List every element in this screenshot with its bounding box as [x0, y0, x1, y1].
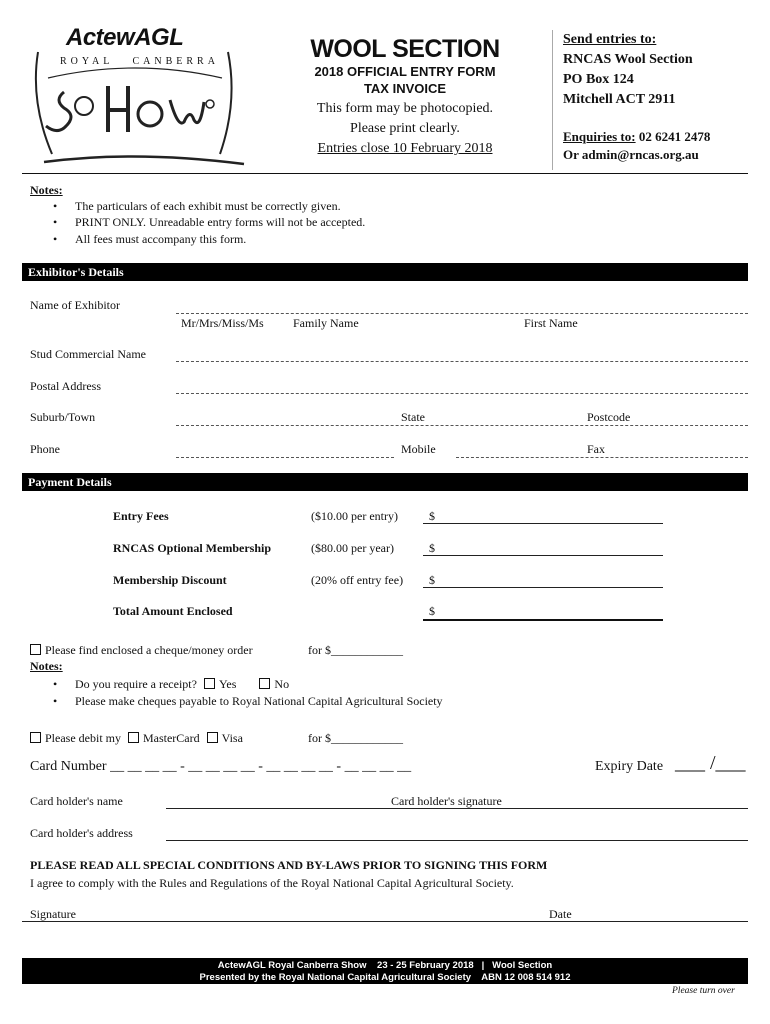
logo	[24, 22, 246, 168]
notes-label: Notes:	[30, 183, 63, 197]
debit-amount[interactable]: for $____________	[308, 731, 403, 745]
debit-line	[30, 731, 243, 746]
visa-checkbox[interactable]	[207, 732, 218, 743]
payment-row-label: Entry Fees	[113, 509, 169, 523]
form-subheading-invoice: TAX INVOICE	[363, 81, 447, 96]
family-name-hint: Family Name	[293, 316, 359, 330]
agreement-text: I agree to comply with the Rules and Regulations of the Royal National Capital Agricultural Society.	[30, 876, 514, 890]
footer-bar	[22, 958, 748, 984]
payment-row-currency: $	[429, 509, 435, 523]
cheque-checkbox[interactable]	[30, 644, 41, 655]
debit-checkbox[interactable]	[30, 732, 41, 743]
enquiries-line	[563, 128, 763, 146]
note-item: • All fees must accompany this form.	[75, 232, 246, 247]
expiry-date-field[interactable]: ___ /___	[675, 752, 746, 774]
payment-row-note: ($80.00 per year)	[311, 541, 394, 555]
payment-notes-label: Notes:	[30, 659, 63, 673]
mastercard-label: MasterCard	[142, 731, 200, 745]
state-label: State	[401, 410, 425, 424]
suburb-label: Suburb/Town	[30, 410, 96, 424]
postal-address-field[interactable]	[176, 393, 748, 394]
send-entries-label: Send entries to:	[563, 32, 657, 47]
debit-label: Please debit my	[45, 731, 121, 745]
receipt-question-text: Do you require a receipt?	[75, 677, 197, 691]
entries-close-note: Entries close 10 February 2018	[317, 141, 493, 156]
photocopy-note: This form may be photocopied.	[316, 101, 494, 116]
receipt-question	[75, 677, 289, 692]
payment-row-currency: $	[429, 573, 435, 587]
membership-amount-field[interactable]	[423, 555, 663, 556]
contact-block	[563, 30, 763, 164]
payment-row-label: Membership Discount	[113, 573, 227, 587]
card-holder-name-label: Card holder's name	[30, 794, 123, 808]
address-line: PO Box 124	[563, 72, 634, 87]
signature-label: Signature	[30, 907, 76, 921]
conditions-heading: PLEASE READ ALL SPECIAL CONDITIONS AND BY-LAWS PRIOR TO SIGNING THIS FORM	[30, 858, 548, 872]
payment-section-bar: Payment Details	[22, 473, 748, 491]
print-clearly-note: Please print clearly.	[350, 121, 460, 136]
stud-commercial-name-field[interactable]	[176, 361, 748, 362]
cheque-amount[interactable]: for $____________	[308, 643, 403, 657]
name-of-exhibitor-field[interactable]	[176, 313, 748, 314]
header-rule	[22, 173, 748, 174]
card-holder-address-label: Card holder's address	[30, 826, 133, 840]
payment-row-note: (20% off entry fee)	[311, 573, 404, 587]
address-line: RNCAS Wool Section	[563, 52, 693, 67]
header-divider	[552, 30, 553, 170]
postcode-label: Postcode	[587, 410, 631, 424]
enquiries-label: Enquiries to:	[563, 129, 636, 144]
name-of-exhibitor-label: Name of Exhibitor	[30, 298, 120, 312]
form-heading: WOOL SECTION	[310, 35, 500, 63]
payment-row-note: ($10.00 per entry)	[311, 509, 398, 523]
mobile-field[interactable]	[456, 457, 748, 458]
signature-field[interactable]	[22, 921, 748, 922]
total-amount-field[interactable]	[423, 619, 663, 621]
note-item: • PRINT ONLY. Unreadable entry forms will not be accepted.	[75, 215, 365, 230]
logo-brand: ActewAGL	[66, 24, 184, 51]
fax-label: Fax	[587, 442, 605, 456]
title-block	[286, 34, 524, 159]
exhibitor-section-bar: Exhibitor's Details	[22, 263, 748, 281]
note-item: • The particulars of each exhibit must be correctly given.	[75, 199, 341, 214]
footer-abn-line: Presented by the Royal National Capital Agricultural Society ABN 12 008 514 912	[199, 972, 571, 983]
receipt-yes-label: Yes	[218, 677, 237, 691]
payable-note: • Please make cheques payable to Royal National Capital Agricultural Society	[75, 694, 443, 709]
payment-row-label: RNCAS Optional Membership	[113, 541, 272, 555]
address-line: Mitchell ACT 2911	[563, 92, 676, 107]
date-label: Date	[549, 907, 572, 921]
mobile-label: Mobile	[401, 442, 436, 456]
form-subheading: 2018 OFFICIAL ENTRY FORM	[314, 64, 496, 79]
payment-row-label: Total Amount Enclosed	[113, 604, 233, 618]
expiry-date-label: Expiry Date	[595, 759, 664, 774]
mastercard-checkbox[interactable]	[128, 732, 139, 743]
phone-label: Phone	[30, 442, 60, 456]
enquiries-phone: 02 6241 2478	[635, 129, 711, 144]
entry-fees-amount-field[interactable]	[423, 523, 663, 524]
cheque-line	[30, 643, 253, 658]
postal-address-label: Postal Address	[30, 379, 102, 393]
stud-commercial-name-label: Stud Commercial Name	[30, 347, 146, 361]
visa-label: Visa	[221, 731, 243, 745]
logo-arc-text: ROYAL CANBERRA	[60, 56, 219, 67]
card-holder-address-field[interactable]	[166, 840, 748, 841]
discount-amount-field[interactable]	[423, 587, 663, 588]
card-number-field[interactable]: Card Number __ __ __ __ - __ __ __ __ - __ __ __ __ - __ __ __ __	[30, 759, 412, 774]
receipt-yes-checkbox[interactable]	[204, 678, 215, 689]
receipt-no-checkbox[interactable]	[259, 678, 270, 689]
cheque-label: Please find enclosed a cheque/money order	[45, 643, 253, 657]
receipt-no-label: No	[274, 677, 290, 691]
footer-event-line: ActewAGL Royal Canberra Show 23 - 25 February 2018 | Wool Section	[217, 960, 553, 971]
payment-row-currency: $	[429, 604, 435, 618]
card-holder-signature-label: Card holder's signature	[391, 794, 502, 808]
enquiries-email[interactable]: Or admin@rncas.org.au	[563, 147, 699, 162]
turn-over-note: Please turn over	[672, 986, 735, 996]
first-name-hint: First Name	[524, 316, 578, 330]
suburb-field[interactable]	[176, 425, 748, 426]
phone-field[interactable]	[176, 457, 394, 458]
title-hint: Mr/Mrs/Miss/Ms	[181, 316, 264, 330]
payment-row-currency: $	[429, 541, 435, 555]
